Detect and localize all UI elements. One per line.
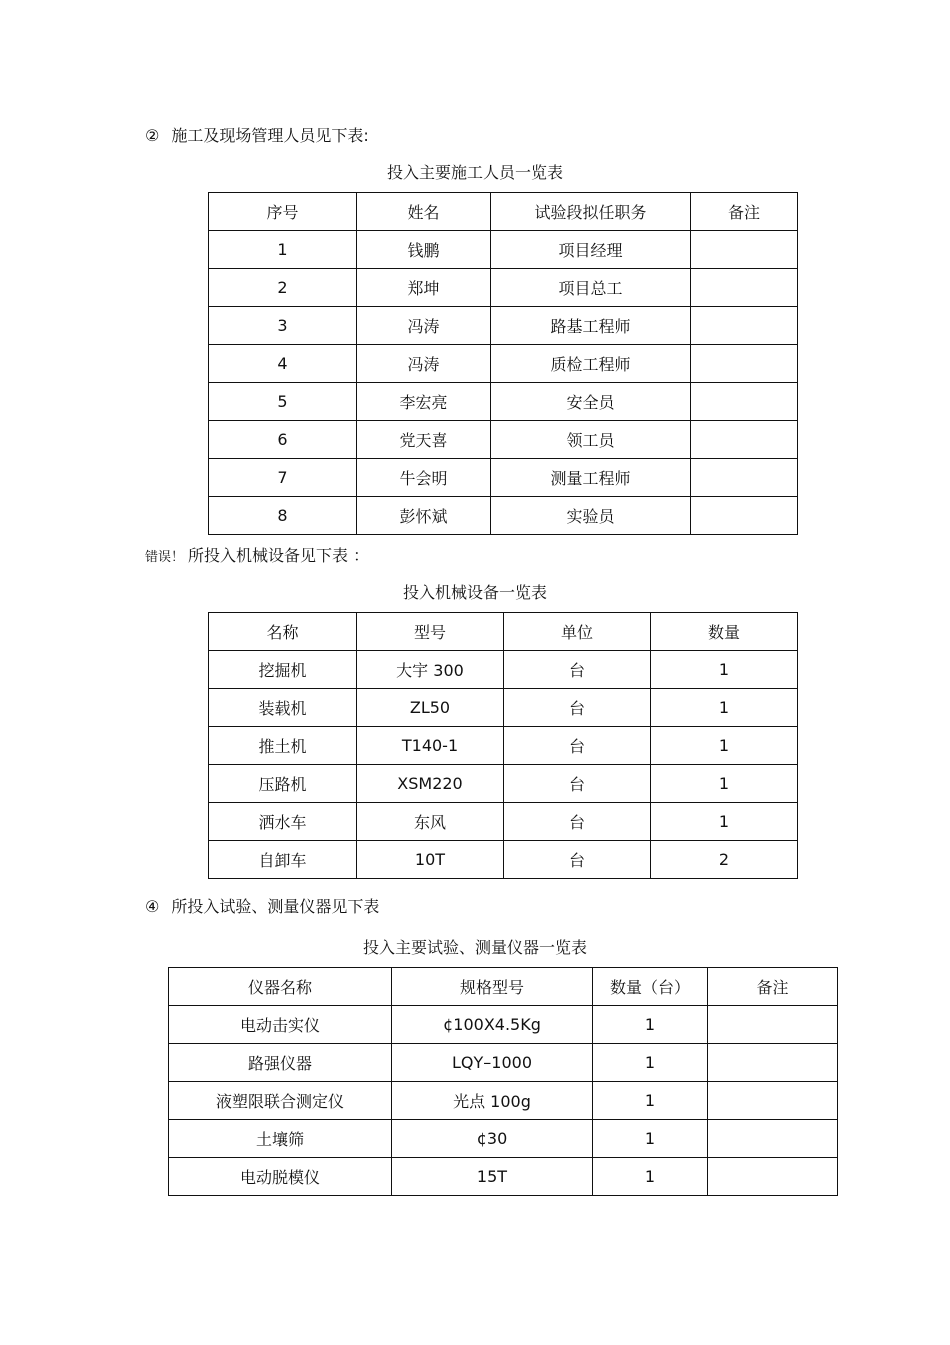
table-cell: 1	[593, 1120, 708, 1158]
table-cell: 10T	[357, 841, 504, 879]
table-cell	[708, 1120, 838, 1158]
table-header-cell: 仪器名称	[169, 968, 392, 1006]
table-cell: 质检工程师	[491, 345, 691, 383]
table-cell: 1	[209, 231, 357, 269]
table-cell: 1	[593, 1158, 708, 1196]
table-cell: 装载机	[209, 689, 357, 727]
table-cell: 党天喜	[357, 421, 491, 459]
table-row	[209, 765, 798, 803]
table-header-cell: 备注	[691, 193, 798, 231]
table-header-row	[169, 968, 838, 1006]
table-cell: ¢30	[392, 1120, 593, 1158]
table-row	[169, 1044, 838, 1082]
table-cell: 牛会明	[357, 459, 491, 497]
section-4-heading	[145, 896, 379, 918]
table-cell: 4	[209, 345, 357, 383]
machinery-table-caption: 投入机械设备一览表	[402, 583, 547, 602]
table-header-cell: 姓名	[357, 193, 491, 231]
table-cell: 土壤筛	[169, 1120, 392, 1158]
table-header-cell: 名称	[209, 613, 357, 651]
instruments-table	[168, 967, 838, 1196]
table-cell: 挖掘机	[209, 651, 357, 689]
table-cell	[691, 231, 798, 269]
table-cell	[691, 383, 798, 421]
table-row	[209, 497, 798, 535]
table-cell: 测量工程师	[491, 459, 691, 497]
table-header-cell: 数量	[651, 613, 798, 651]
section-4-text: 所投入试验、测量仪器见下表	[171, 897, 380, 916]
machinery-table	[208, 612, 798, 879]
table-cell: XSM220	[357, 765, 504, 803]
table-cell: 1	[651, 689, 798, 727]
table-cell: 1	[651, 727, 798, 765]
table-cell: 李宏亮	[357, 383, 491, 421]
table-row	[169, 1120, 838, 1158]
circled-number-2: ②	[145, 126, 160, 145]
table-cell: 钱鹏	[357, 231, 491, 269]
table-row	[209, 421, 798, 459]
table-cell: 5	[209, 383, 357, 421]
table-cell: 1	[593, 1082, 708, 1120]
table-cell: 台	[504, 841, 651, 879]
table-row	[209, 651, 798, 689]
table-cell: 东风	[357, 803, 504, 841]
table-row	[209, 689, 798, 727]
table-header-cell: 型号	[357, 613, 504, 651]
table-cell: 台	[504, 727, 651, 765]
table-header-cell: 备注	[708, 968, 838, 1006]
table-row	[209, 727, 798, 765]
personnel-table-caption: 投入主要施工人员一览表	[386, 163, 563, 182]
table-cell	[691, 459, 798, 497]
table-cell: 冯涛	[357, 345, 491, 383]
table-cell: 台	[504, 651, 651, 689]
table-cell: 推土机	[209, 727, 357, 765]
table-header-cell: 序号	[209, 193, 357, 231]
table-header-cell: 试验段拟任职务	[491, 193, 691, 231]
table-cell: 压路机	[209, 765, 357, 803]
table-header-cell: 数量（台）	[593, 968, 708, 1006]
table-cell: 7	[209, 459, 357, 497]
table-header-cell: 单位	[504, 613, 651, 651]
table-cell: T140-1	[357, 727, 504, 765]
circled-number-4: ④	[145, 897, 160, 916]
table-cell: 实验员	[491, 497, 691, 535]
table-cell: 大宇 300	[357, 651, 504, 689]
table-row	[169, 1158, 838, 1196]
table-cell	[691, 307, 798, 345]
table-cell	[708, 1006, 838, 1044]
table-cell: 电动击实仪	[169, 1006, 392, 1044]
table-cell	[708, 1082, 838, 1120]
table-row	[209, 345, 798, 383]
section-2-heading	[145, 125, 369, 147]
table-cell: 光点 100g	[392, 1082, 593, 1120]
table-cell: 6	[209, 421, 357, 459]
table-cell: 项目经理	[491, 231, 691, 269]
instruments-table-caption: 投入主要试验、测量仪器一览表	[362, 938, 587, 957]
table-cell: 3	[209, 307, 357, 345]
table-cell: LQY–1000	[392, 1044, 593, 1082]
table-row	[209, 841, 798, 879]
section-3-text: 所投入机械设备见下表 ：	[188, 546, 370, 565]
table-cell: 台	[504, 689, 651, 727]
table-cell: 1	[593, 1044, 708, 1082]
table-cell: 安全员	[491, 383, 691, 421]
table-cell: 路强仪器	[169, 1044, 392, 1082]
table-cell: 项目总工	[491, 269, 691, 307]
table-cell: 彭怀斌	[357, 497, 491, 535]
table-cell	[691, 497, 798, 535]
table-cell: 15T	[392, 1158, 593, 1196]
table-cell: 1	[651, 803, 798, 841]
table-cell: 洒水车	[209, 803, 357, 841]
table-cell: 1	[651, 765, 798, 803]
table-cell	[708, 1158, 838, 1196]
table-header-row	[209, 193, 798, 231]
table-row	[209, 459, 798, 497]
table-cell: 2	[209, 269, 357, 307]
section-2-text: 施工及现场管理人员见下表:	[171, 126, 369, 145]
table-cell: 2	[651, 841, 798, 879]
table-cell	[691, 345, 798, 383]
table-header-row	[209, 613, 798, 651]
table-cell: 路基工程师	[491, 307, 691, 345]
table-row	[209, 231, 798, 269]
table-cell: 台	[504, 765, 651, 803]
table-cell: 液塑限联合测定仪	[169, 1082, 392, 1120]
table-cell	[691, 269, 798, 307]
table-row	[169, 1006, 838, 1044]
error-text: 错误！	[145, 550, 185, 565]
table-row	[209, 307, 798, 345]
table-cell	[708, 1044, 838, 1082]
table-cell: 郑坤	[357, 269, 491, 307]
table-cell: 8	[209, 497, 357, 535]
table-row	[209, 383, 798, 421]
table-cell: ¢100X4.5Kg	[392, 1006, 593, 1044]
table-cell: 台	[504, 803, 651, 841]
table-cell: 1	[651, 651, 798, 689]
table-row	[169, 1082, 838, 1120]
table-row	[209, 803, 798, 841]
table-cell	[691, 421, 798, 459]
table-cell: 自卸车	[209, 841, 357, 879]
table-header-cell: 规格型号	[392, 968, 593, 1006]
section-3-heading	[145, 545, 369, 569]
table-cell: 1	[593, 1006, 708, 1044]
table-row	[209, 269, 798, 307]
personnel-table	[208, 192, 798, 535]
table-cell: 领工员	[491, 421, 691, 459]
table-cell: ZL50	[357, 689, 504, 727]
table-cell: 冯涛	[357, 307, 491, 345]
table-cell: 电动脱模仪	[169, 1158, 392, 1196]
